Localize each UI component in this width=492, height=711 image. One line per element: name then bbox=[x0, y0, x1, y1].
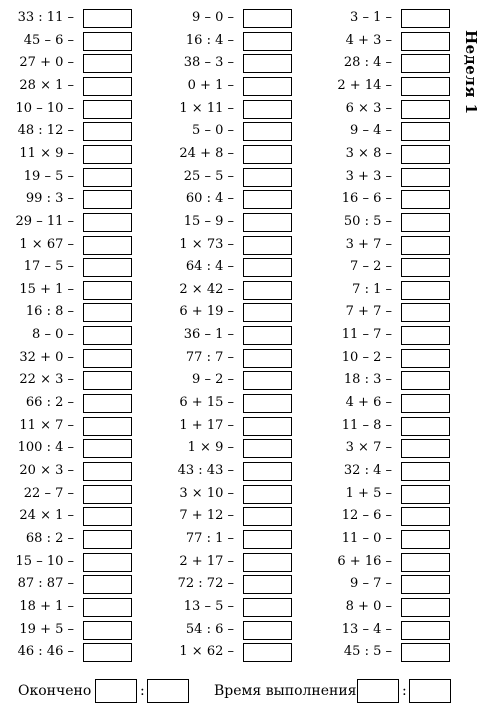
answer-box[interactable] bbox=[401, 349, 450, 368]
exercise-expression: 4 + 6 – bbox=[345, 395, 392, 411]
exercise-expression: 6 × 3 – bbox=[345, 100, 392, 116]
exercise-expression: 0 + 1 – bbox=[187, 77, 234, 93]
exercise-expression: 12 – 6 – bbox=[341, 508, 392, 524]
exercise-expression: 99 : 3 – bbox=[25, 191, 74, 207]
exercise-row bbox=[0, 437, 450, 459]
exercise-expression: 2 × 42 – bbox=[179, 281, 234, 297]
answer-box[interactable] bbox=[401, 417, 450, 436]
exercise-row bbox=[0, 415, 450, 437]
exercise-row bbox=[0, 30, 450, 52]
exercise-row bbox=[0, 573, 450, 595]
exercise-expression: 45 – 6 – bbox=[23, 32, 74, 48]
exercise-expression: 22 – 7 – bbox=[23, 485, 74, 501]
answer-box[interactable] bbox=[401, 122, 450, 141]
exercise-row bbox=[0, 211, 450, 233]
exercise-expression: 72 : 72 – bbox=[177, 576, 234, 592]
exercise-expression: 77 : 1 – bbox=[185, 530, 234, 546]
answer-box[interactable] bbox=[401, 303, 450, 322]
exercise-expression: 46 : 46 – bbox=[17, 644, 74, 660]
exercise-expression: 68 : 2 – bbox=[25, 530, 74, 546]
finished-label: Окончено bbox=[18, 683, 92, 699]
exercise-expression: 24 × 1 – bbox=[19, 508, 74, 524]
exercise-expression: 64 : 4 – bbox=[185, 259, 234, 275]
exercise-expression: 9 – 2 – bbox=[192, 372, 234, 388]
exercise-expression: 24 + 8 – bbox=[179, 145, 234, 161]
exercise-expression: 16 : 8 – bbox=[25, 304, 74, 320]
exercise-expression: 11 × 9 – bbox=[19, 145, 74, 161]
exercise-expression: 6 + 19 – bbox=[179, 304, 234, 320]
exercise-expression: 45 : 5 – bbox=[343, 644, 392, 660]
answer-box[interactable] bbox=[401, 281, 450, 300]
exercise-expression: 25 – 5 – bbox=[183, 168, 234, 184]
exercise-row bbox=[0, 301, 450, 323]
exercise-expression: 1 × 9 – bbox=[187, 440, 234, 456]
exercise-expression: 16 : 4 – bbox=[185, 32, 234, 48]
exercise-expression: 10 – 2 – bbox=[341, 349, 392, 365]
exercise-expression: 3 + 7 – bbox=[345, 236, 392, 252]
exercise-expression: 13 – 5 – bbox=[183, 598, 234, 614]
exercise-expression: 10 – 10 – bbox=[15, 100, 74, 116]
answer-box[interactable] bbox=[401, 553, 450, 572]
exercise-expression: 5 – 0 – bbox=[192, 123, 234, 139]
answer-box[interactable] bbox=[401, 507, 450, 526]
exercise-expression: 15 – 9 – bbox=[183, 213, 234, 229]
exercise-expression: 13 – 4 – bbox=[341, 621, 392, 637]
answer-box[interactable] bbox=[401, 77, 450, 96]
exercise-row bbox=[0, 52, 450, 74]
exercise-expression: 3 + 3 – bbox=[345, 168, 392, 184]
exercise-expression: 3 – 1 – bbox=[350, 10, 392, 25]
exercise-expression: 54 : 6 – bbox=[185, 621, 234, 637]
exercise-expression: 7 + 7 – bbox=[345, 304, 392, 320]
answer-box[interactable] bbox=[401, 485, 450, 504]
exercise-row bbox=[0, 279, 450, 301]
exercise-expression: 16 – 6 – bbox=[341, 191, 392, 207]
exercise-row bbox=[0, 596, 450, 618]
exercise-expression: 33 : 11 – bbox=[17, 10, 74, 25]
exercise-expression: 6 + 16 – bbox=[337, 553, 392, 569]
answer-box[interactable] bbox=[401, 236, 450, 255]
exercise-expression: 22 × 3 – bbox=[19, 372, 74, 388]
exercise-expression: 1 × 73 – bbox=[179, 236, 234, 252]
exercise-row bbox=[0, 188, 450, 210]
exercise-expression: 4 + 3 – bbox=[345, 32, 392, 48]
answer-box[interactable] bbox=[401, 100, 450, 119]
exercise-expression: 1 × 11 – bbox=[179, 100, 234, 116]
exercise-expression: 11 – 8 – bbox=[341, 417, 392, 433]
exercise-expression: 1 + 17 – bbox=[179, 417, 234, 433]
exercise-expression: 19 – 5 – bbox=[23, 168, 74, 184]
exercise-expression: 7 : 1 – bbox=[352, 281, 392, 297]
exercise-expression: 43 : 43 – bbox=[177, 463, 234, 478]
exercise-row bbox=[0, 166, 450, 188]
exercise-expression: 27 + 0 – bbox=[19, 55, 74, 71]
exercise-expression: 1 × 62 – bbox=[179, 644, 234, 660]
exercise-row bbox=[0, 98, 450, 120]
week-title: Неделя 1 bbox=[462, 30, 480, 115]
exercise-expression: 28 × 1 – bbox=[19, 77, 74, 93]
exercise-expression: 9 – 0 – bbox=[192, 10, 234, 25]
exercise-expression: 3 × 7 – bbox=[345, 440, 392, 456]
exercise-row bbox=[0, 7, 450, 29]
exercise-expression: 6 + 15 – bbox=[179, 395, 234, 411]
exercise-expression: 17 – 5 – bbox=[23, 259, 74, 275]
answer-box[interactable] bbox=[401, 575, 450, 594]
answer-box[interactable] bbox=[401, 439, 450, 458]
exercise-expression: 100 : 4 – bbox=[17, 440, 74, 456]
answer-box[interactable] bbox=[401, 371, 450, 390]
exercise-row bbox=[0, 641, 450, 663]
answer-box[interactable] bbox=[401, 213, 450, 232]
exercise-expression: 2 + 14 – bbox=[337, 77, 392, 93]
exercise-expression: 36 – 1 – bbox=[183, 327, 234, 343]
duration-hours-field[interactable] bbox=[357, 679, 399, 703]
exercise-expression: 11 – 7 – bbox=[341, 327, 392, 343]
duration-separator: : bbox=[402, 683, 407, 699]
exercise-row bbox=[0, 369, 450, 391]
exercise-expression: 9 – 7 – bbox=[350, 576, 392, 592]
exercise-row bbox=[0, 619, 450, 641]
exercise-expression: 38 – 3 – bbox=[183, 55, 234, 71]
finished-hours-field[interactable] bbox=[95, 679, 137, 703]
answer-box[interactable] bbox=[401, 190, 450, 209]
exercise-expression: 29 – 11 – bbox=[15, 213, 74, 229]
exercise-expression: 3 × 8 – bbox=[345, 145, 392, 161]
exercise-expression: 87 : 87 – bbox=[17, 576, 74, 592]
answer-box[interactable] bbox=[401, 145, 450, 164]
exercise-expression: 1 + 5 – bbox=[345, 485, 392, 501]
exercise-expression: 66 : 2 – bbox=[25, 395, 74, 411]
exercise-expression: 60 : 4 – bbox=[185, 191, 234, 207]
exercise-expression: 15 + 1 – bbox=[19, 281, 74, 297]
exercise-expression: 20 × 3 – bbox=[19, 463, 74, 478]
exercise-expression: 48 : 12 – bbox=[17, 123, 74, 139]
exercise-row bbox=[0, 143, 450, 165]
exercise-row bbox=[0, 460, 450, 482]
exercise-expression: 8 + 0 – bbox=[345, 598, 392, 614]
answer-box[interactable] bbox=[401, 168, 450, 187]
answer-box[interactable] bbox=[401, 462, 450, 481]
answer-box[interactable] bbox=[401, 394, 450, 413]
answer-box[interactable] bbox=[401, 530, 450, 549]
finished-minutes-field[interactable] bbox=[147, 679, 189, 703]
exercise-row bbox=[0, 392, 450, 414]
exercise-expression: 7 – 2 – bbox=[350, 259, 392, 275]
exercise-expression: 1 × 67 – bbox=[19, 236, 74, 252]
exercise-expression: 8 – 0 – bbox=[32, 327, 74, 343]
exercise-expression: 9 – 4 – bbox=[350, 123, 392, 139]
answer-box[interactable] bbox=[401, 621, 450, 640]
exercise-row bbox=[0, 120, 450, 142]
exercise-expression: 18 : 3 – bbox=[343, 372, 392, 388]
answer-box[interactable] bbox=[401, 643, 450, 662]
answer-box[interactable] bbox=[401, 9, 450, 28]
exercise-row bbox=[0, 347, 450, 369]
exercise-row bbox=[0, 75, 450, 97]
exercise-row bbox=[0, 324, 450, 346]
exercise-row bbox=[0, 234, 450, 256]
exercise-expression: 11 × 7 – bbox=[19, 417, 74, 433]
duration-minutes-field[interactable] bbox=[409, 679, 451, 703]
duration-label: Время выполнения bbox=[214, 683, 357, 699]
exercise-expression: 32 : 4 – bbox=[343, 463, 392, 478]
exercise-row bbox=[0, 505, 450, 527]
exercise-expression: 28 : 4 – bbox=[343, 55, 392, 71]
exercise-expression: 77 : 7 – bbox=[185, 349, 234, 365]
exercise-expression: 11 – 0 – bbox=[341, 530, 392, 546]
exercise-row bbox=[0, 256, 450, 278]
exercise-row bbox=[0, 551, 450, 573]
exercise-expression: 18 + 1 – bbox=[19, 598, 74, 614]
exercise-expression: 15 – 10 – bbox=[15, 553, 74, 569]
answer-box[interactable] bbox=[401, 598, 450, 617]
answer-box[interactable] bbox=[401, 258, 450, 277]
finished-separator: : bbox=[140, 683, 145, 699]
answer-box[interactable] bbox=[401, 54, 450, 73]
exercise-expression: 32 + 0 – bbox=[19, 349, 74, 365]
answer-box[interactable] bbox=[401, 32, 450, 51]
exercise-expression: 50 : 5 – bbox=[343, 213, 392, 229]
exercise-row bbox=[0, 528, 450, 550]
exercise-expression: 3 × 10 – bbox=[179, 485, 234, 501]
answer-box[interactable] bbox=[401, 326, 450, 345]
exercise-expression: 7 + 12 – bbox=[179, 508, 234, 524]
exercise-expression: 2 + 17 – bbox=[179, 553, 234, 569]
exercise-row bbox=[0, 483, 450, 505]
exercise-expression: 19 + 5 – bbox=[19, 621, 74, 637]
